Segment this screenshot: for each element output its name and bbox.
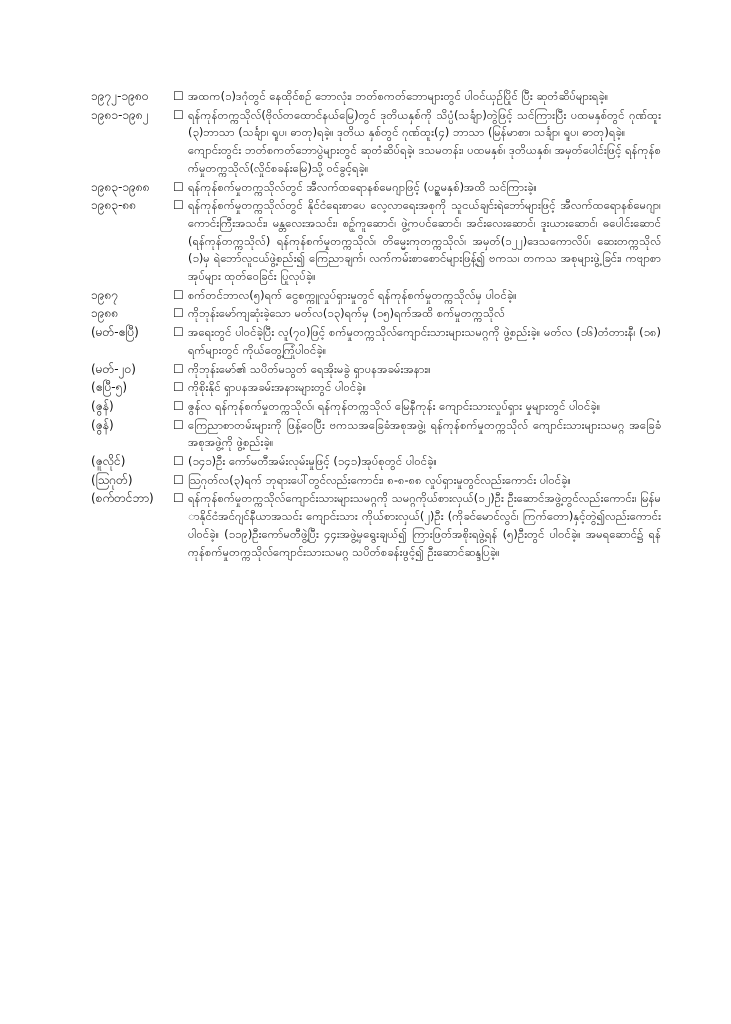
entry-paragraph: ဩဂုတ်လ(၃)ရက် ဘုရားပေါ်တွင်လည်းကောင်း၊ ၈-၈-၈၈ လှုပ်ရှားမှုတွင်လည်းကောင်း ပါဝင်ခဲ့။ [188, 472, 571, 487]
entry-paragraph: (၁၄၁)ဦး ကော်မတီအမ်းလုမ်းမှုဖြင့် (၁၄၁)အုပ်စုတွင် ပါဝင်ခဲ့။ [188, 454, 437, 469]
checkbox-marker-icon: ☐ [173, 380, 184, 395]
entry-paragraph: ရန်ကုန်တက္ကသိုလ်(ဗိုလ်တထောင်နယ်မြေ)တွင် ဒုတိယနှစ်ကို သိပ္ပံ(သင်္ချာ)တွဲဖြင့် သင်ကြားပြီး ပထမနှစ်တွင် ဂုဏ်ထူး(၃)ဘာသာ (သင်္ချာ၊ ရူပ၊ ဓာတု)ရခဲ့။ ဒုတိယ နှစ်တွင် ဂုဏ်ထူး(၄) ဘာသာ (မြန်မာစာ၊ သင်္ချာ၊ ရူပ၊ ဓာတု)ရခဲ့။ [188, 107, 661, 140]
checkbox-marker-icon: ☐ [173, 306, 184, 321]
entry-paragraph: ကြေညာစာတမ်းများကို ဖြန့်ဝေပြီး ဗကသအခြေခံအစုအဖွဲ့၊ ရန်ကုန်စက်မှုတက္ကသိုလ် ကျောင်းသားများသမဂ္ဂ အခြေခံအစုအဖွဲ့ကို ဖွဲ့စည်းခဲ့။ [188, 417, 661, 450]
chronology-entry [91, 490, 661, 561]
entry-paragraph: ကျောင်းတွင်း ဘတ်စကတ်ဘောပွဲများတွင် ဆုတံဆိပ်ရခဲ့၊ ဒသမတန်း၊ ပထမနှစ်၊ ဒုတိယနှစ်၊ အမှတ်ပေါင်းဖြင့် ရန်ကုန်စက်မှုတက္ကသိုလ်(လှိုင်စခန်းမြေ)သို့ ဝင်ခွင့်ရခဲ့။ [188, 143, 661, 175]
entry-paragraph: ရန်ကုန်စက်မှုတက္ကသိုလ်တွင် အီလက်ထရောနစ်မေဂျာဖြင့် (ပဉ္စမနှစ်)အထိ သင်ကြားခဲ့။ [188, 179, 537, 194]
checkbox-marker-icon: ☐ [173, 89, 184, 103]
checkbox-marker-icon: ☐ [173, 287, 184, 302]
entry-paragraph: ကိုစိုးနိုင် ရှာပနအခမ်းအနားများတွင် ပါဝင်ခဲ့။ [188, 380, 367, 395]
chronology-entry [91, 417, 661, 452]
entry-text [188, 472, 661, 490]
chronology-entry [91, 398, 661, 416]
entry-text [188, 417, 661, 452]
entry-date: (ဇွန်) [91, 398, 114, 413]
entry-text [188, 379, 661, 397]
entry-text [188, 324, 661, 359]
checkbox-marker-icon: ☐ [173, 198, 184, 213]
entry-paragraph: ကိုဘုန်းမော်ကျဆုံးခဲ့သော မတ်လ(၁၃)ရက်မှ (၁၅)ရက်အထိ စက်မှုတက္ကသိုလ် [188, 306, 505, 321]
entry-text [188, 197, 661, 286]
entry-paragraph: စက်တင်ဘာလ(၅)ရက် ငွေစက္ကူလှုပ်ရှားမှုတွင် ရန်ကုန်စက်မှုတက္ကသိုလ်မှ ပါဝင်ခဲ့။ [188, 287, 517, 302]
entry-text [188, 88, 661, 106]
entry-paragraph: အထက(၁)ဒဂုံတွင် နေထိုင်စဉ် ဘောလုံး၊ ဘတ်စကတ်ဘောများတွင် ပါဝင်ယှဉ်ပြိုင် ပြီး ဆုတံဆိပ်များရခဲ့။ [188, 89, 609, 103]
entry-text [188, 361, 661, 379]
entry-date: (ဩဂုတ်) [91, 472, 133, 487]
entry-date: (စက်တင်ဘာ) [91, 491, 154, 506]
chronology-list [91, 88, 661, 562]
entry-date: ၁၉၈၃-၈၈ [91, 198, 137, 213]
checkbox-marker-icon: ☐ [173, 107, 184, 122]
entry-date: ၁၉၇၂-၁၉၈၀ [91, 89, 149, 103]
chronology-entry [91, 324, 661, 359]
checkbox-marker-icon: ☐ [173, 417, 184, 432]
entry-date: (မတ်-၂၀) [91, 361, 136, 376]
entry-text [188, 107, 661, 178]
chronology-entry [91, 379, 661, 397]
chronology-entry [91, 88, 661, 106]
chronology-entry [91, 305, 661, 323]
chronology-entry [91, 453, 661, 471]
entry-date: ၁၉၈၁-၁၉၈၂ [91, 107, 149, 122]
checkbox-marker-icon: ☐ [173, 325, 184, 340]
entry-date: (မတ်-ဧပြီ) [91, 325, 139, 340]
entry-paragraph: ရန်ကုန်စက်မှုတက္ကသိုလ်တွင် နိုင်ငံရေးစာပေ လေ့လာရေးအစုကို သူငယ်ချင်းရဲဘော်များဖြင့် အီလက်ထရောနစ်မေဂျာ၊ ကောင်းကြီးအသင်း၊ မန္တလေးအသင်း၊ စဉ့်ကူဆောင်၊ ဖွဲ့ကပင်ဆောင်၊ အင်းလေးဆောင်၊ ဒူးယားဆောင်၊ ဓပေါင်းဆောင် (ရန်ကုန်တက္ကသိုလ်) ရန်ကုန်စက်မှုတက္ကသိုလ်၊ တိမ္မေးကုတက္ကသိုလ်၊ အမှတ်(၁၂၂)ဒေသကောလိပ်၊ ဆေးတက္ကသိုလ်(၁)မှ ရဲဘော်လူငယ်ဖွဲ့စည်း၍ ကြေညာချက်၊ လက်ကမ်းစာစောင်များဖြန့်၍ ဗကသ၊ တကသ အစုများဖွဲ့ခြင်း၊ ကဗျာစာအုပ်များ ထုတ်ဝေခြင်း ပြုလုပ်ခဲ့။ [188, 198, 661, 284]
entry-date: ၁၉၈၇ [91, 287, 119, 302]
checkbox-marker-icon: ☐ [173, 491, 184, 506]
entry-date: ၁၉၈၈ [91, 306, 119, 321]
entry-paragraph: ရန်ကုန်စက်မှုတက္ကသိုလ်ကျောင်းသားများသမဂ္ဂကို သမဂ္ဂကိုယ်စားလှယ်(၁၂)ဦး ဦးဆောင်အဖွဲ့တွင်လည်းကောင်း၊ မြန်မာနိုင်ငံအင်ဂျင်နီယာအသင်း ကျောင်းသား ကိုယ်စားလှယ်(၂)ဦး (ကိုခင်မောင်လွင်၊ ကြက်တော)နှင့်တွဲ၍လည်းကောင်း ပါဝင်ခဲ့။ (၁၁၉)ဦးကော်မတီဖွဲ့ပြီး ၄၄းအဖွဲ့မှရွေးချယ်၍ ကြားဖြတ်အစိုးရဖွဲ့ရန် (၅)ဦးတွင် ပါဝင်ခဲ့။ အမရဆောင်၌ ရန်ကုန်စက်မှုတက္ကသိုလ်ကျောင်းသားသမဂ္ဂ သပိတ်စခန်းဖွင့်၍ ဦးဆောင်ဆန္ဒပြခဲ့။ [188, 491, 661, 559]
checkbox-marker-icon: ☐ [173, 179, 184, 194]
checkbox-marker-icon: ☐ [173, 361, 184, 376]
chronology-entry [91, 179, 661, 197]
entry-text [188, 305, 661, 323]
checkbox-marker-icon: ☐ [173, 398, 184, 413]
entry-text [188, 453, 661, 471]
entry-date: ၁၉၈၃-၁၉၈၈ [91, 179, 150, 194]
entry-date: (ဧပြီ-၅) [91, 380, 128, 395]
entry-text [188, 179, 661, 197]
entry-text [188, 287, 661, 305]
entry-paragraph: ဇွန်လ ရန်ကုန်စက်မှုတက္ကသိုလ်၊ ရန်ကုန်တက္ကသိုလ် မြေနီကုန်း ကျောင်းသားလှုပ်ရှား မှုများတွင် ပါဝင်ခဲ့။ [188, 398, 601, 413]
chronology-entry [91, 287, 661, 305]
chronology-entry [91, 197, 661, 286]
chronology-entry [91, 107, 661, 178]
chronology-entry [91, 472, 661, 490]
entry-paragraph: အရေးတွင် ပါဝင်ခဲ့ပြီး လူ(၇၀)ဖြင့် စက်မှုတက္ကသိုလ်ကျောင်းသားများသမဂ္ဂကို ဖွဲ့စည်းခဲ့။ မတ်လ (၁၆)တံတားနီ၊ (၁၈)ရက်များတွင် ကိုယ်တွေ့ကြုံပါဝင်ခဲ့။ [188, 325, 661, 357]
entry-date: (ဇူလိုင်) [91, 454, 126, 469]
chronology-entry [91, 361, 661, 379]
entry-text [188, 490, 661, 561]
checkbox-marker-icon: ☐ [173, 472, 184, 487]
checkbox-marker-icon: ☐ [173, 454, 184, 469]
entry-paragraph: ကိုဘုန်းမော်၏ သပိတ်မသွတ် ရေအိုးမခွဲ ရှာပနအခမ်းအနား။ [188, 361, 431, 376]
entry-date: (ဇွန်) [91, 417, 114, 432]
entry-text [188, 398, 661, 416]
